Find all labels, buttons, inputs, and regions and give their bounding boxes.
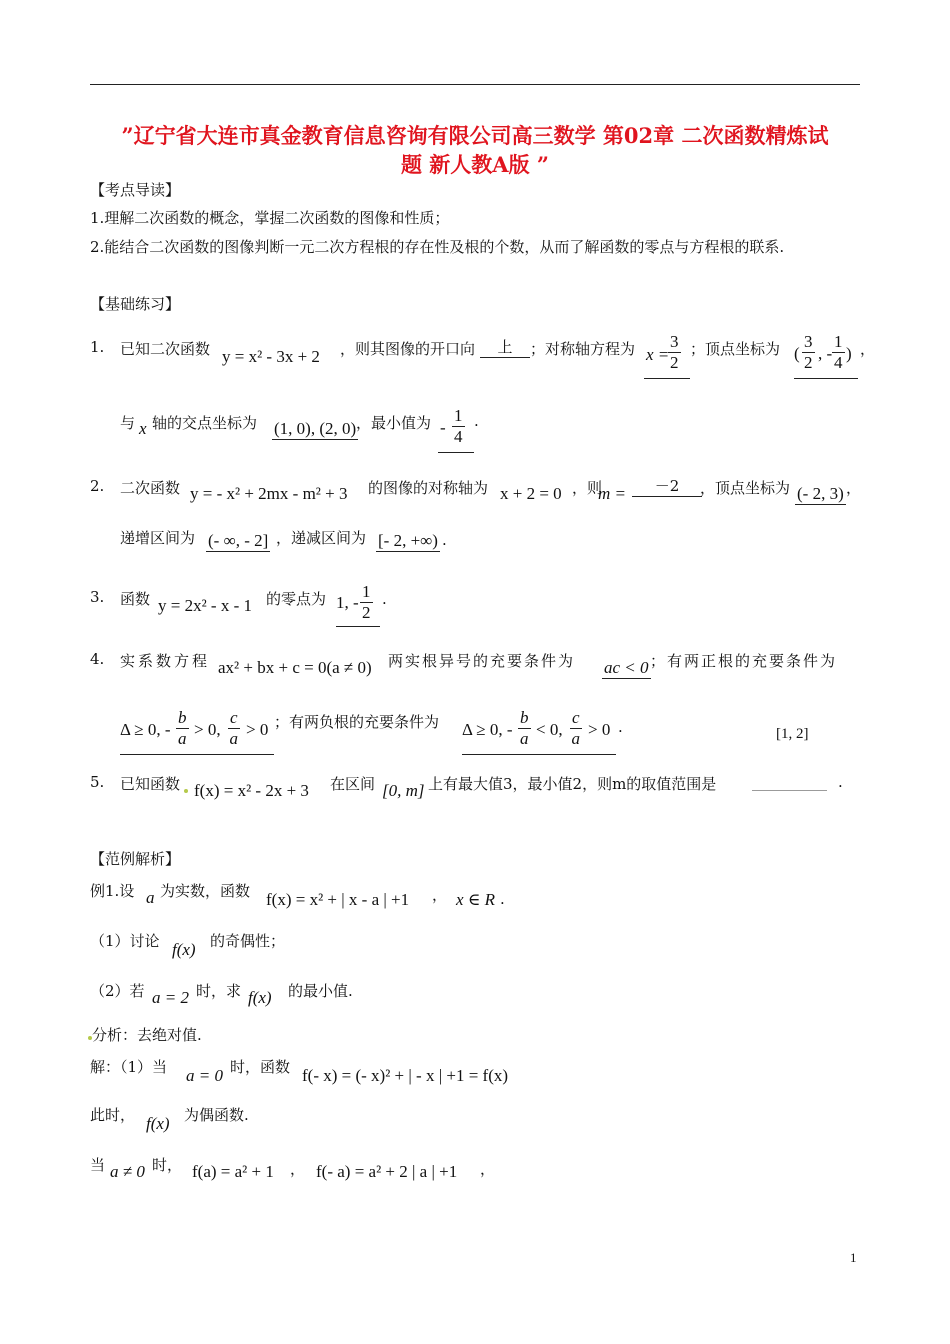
- q3-end: .: [382, 590, 387, 608]
- q2-text-6: 递增区间为: [120, 529, 196, 547]
- ex1-text-2: 为实数，函数: [160, 882, 251, 900]
- ex1-function: f(x) = x² + | x - a | +1: [266, 890, 410, 909]
- ex1-text-3: ，: [432, 886, 448, 904]
- q4-end: .: [618, 718, 623, 736]
- q1-text-3: ；对称轴方程为: [530, 340, 636, 358]
- q4-neg-c: c: [572, 708, 580, 727]
- ex1-part1-text-1: （1）讨论: [90, 932, 160, 950]
- q1-axis-den: 2: [670, 353, 679, 372]
- solution-3-expr-1: f(a) = a² + 1: [192, 1162, 274, 1181]
- q1-text-4: ；顶点坐标为: [690, 340, 781, 358]
- ex1-part2-f: f(x): [248, 988, 272, 1007]
- q3-text-1: 函数: [120, 590, 151, 608]
- solution-3-text-2: 时，: [152, 1156, 183, 1174]
- q5-blank: __________: [752, 773, 827, 791]
- q2-end: .: [442, 531, 447, 549]
- q1-function: y = x² - 3x + 2: [222, 347, 320, 366]
- q4-answer-two-negative: Δ ≥ 0, - $\frac{b}{a}$ < 0, $\frac{c}{a}$ > 0: [462, 708, 616, 755]
- q1-x-eq: x =: [646, 345, 670, 364]
- q3-answer-zeros: [336, 582, 380, 627]
- q2-answer-decreasing: [- 2, +∞): [378, 531, 438, 550]
- ex1-end: .: [500, 890, 505, 908]
- q2-function: y = - x² + 2mx - m² + 3: [190, 484, 348, 503]
- q3-number: 3.: [90, 588, 105, 606]
- q3-zero-prefix: 1, -: [336, 593, 359, 612]
- ex1-part1-text-2: 的奇偶性；: [210, 932, 286, 950]
- solution-1-equation: f(- x) = (- x)² + | - x | +1 = f(x): [302, 1066, 509, 1085]
- q2-text-1: 二次函数: [120, 479, 181, 497]
- ex1-a: a: [146, 888, 155, 907]
- solution-2-text-2: 为偶函数.: [184, 1106, 249, 1124]
- q3-zero-den: 2: [362, 603, 371, 622]
- q5-interval: [0, m]: [382, 781, 425, 800]
- q3-text-2: 的零点为: [266, 590, 327, 608]
- q4-number: 4.: [90, 650, 105, 668]
- q1-text-6: 轴的交点坐标为: [152, 414, 258, 432]
- q4-answer-two-positive: Δ ≥ 0, - $\frac{b}{a}$ > 0, $\frac{c}{a}$ > 0: [120, 708, 274, 755]
- q4-text-2: 两实根异号的充要条件为: [388, 652, 576, 670]
- section-jichu: 【基础练习】: [90, 295, 181, 313]
- kaodian-item-1: 1.理解二次函数的概念，掌握二次函数的图像和性质；: [90, 209, 450, 227]
- q5-number: 5.: [90, 773, 105, 791]
- q4-text-3: ；有两正根的充要条件为: [650, 652, 838, 670]
- q2-text-5: ，: [846, 479, 862, 497]
- q4-answer-opposite-signs: ac < 0: [604, 658, 649, 677]
- q1-vertex-y-num: 1: [834, 332, 843, 351]
- solution-3-comma-1: ，: [290, 1160, 306, 1178]
- section-fanli: 【范例解析】: [90, 850, 181, 868]
- analysis: 分析：去绝对值.: [92, 1026, 202, 1044]
- q4-neg-a1: a: [520, 729, 529, 748]
- ex1-part2-text-3: 的最小值.: [288, 982, 353, 1000]
- q1-axis-num: 3: [670, 332, 679, 351]
- editor-mark-dot: [184, 789, 188, 793]
- solution-3-cond: a ≠ 0: [110, 1162, 145, 1181]
- q1-answer-opening: 上: [480, 336, 530, 358]
- q5-function: f(x) = x² - 2x + 3: [194, 781, 309, 800]
- doc-title-line2: 题 新人教A版 ”: [401, 152, 549, 177]
- q4-text-1: 实系数方程: [120, 652, 211, 670]
- ex1-domain: x ∈ R: [456, 890, 496, 909]
- q1-min-den: 4: [454, 427, 463, 446]
- ex1-part2-text-1: （2）若: [90, 982, 145, 1000]
- q1-answer-min: [438, 406, 474, 453]
- q1-vertex-x-den: 2: [804, 353, 813, 372]
- q4-equation: ax² + bx + c = 0(a ≠ 0): [218, 658, 372, 677]
- q1-x: x: [139, 419, 147, 438]
- solution-1-text-2: 时，函数: [230, 1058, 291, 1076]
- q4-neg-b: b: [520, 708, 529, 727]
- q2-text-7: ，递减区间为: [276, 529, 367, 547]
- solution-1-text-1: 解：（1）当: [90, 1058, 168, 1076]
- q2-m: m =: [598, 484, 626, 503]
- q1-answer-axis: [644, 332, 690, 379]
- q1-number: 1.: [90, 338, 105, 356]
- q1-answer-vertex: ( $\frac{3}{2}$ , - $\frac{1}{4}$ ): [794, 332, 858, 379]
- doc-title-line1: ”辽宁省大连市真金教育信息咨询有限公司高三数学 第02章 二次函数精炼试: [121, 123, 829, 148]
- q2-answer-m: －2: [632, 475, 702, 497]
- ex1-part2-cond: a = 2: [152, 988, 189, 1007]
- q3-function: y = 2x² - x - 1: [158, 596, 253, 615]
- header-rule: [90, 84, 860, 85]
- solution-2-f: f(x): [146, 1114, 170, 1133]
- q1-text-5: 与: [120, 414, 136, 432]
- q4-pos-a2: a: [229, 729, 239, 748]
- q2-text-2: 的图像的对称轴为: [368, 479, 489, 497]
- q3-zero-num: 1: [362, 582, 371, 601]
- solution-3-expr-2: f(- a) = a² + 2 | a | +1: [316, 1162, 458, 1181]
- q2-text-3: ，则: [572, 479, 603, 497]
- q4-pos-b: b: [178, 708, 187, 727]
- q2-answer-increasing: (- ∞, - 2]: [208, 531, 269, 550]
- q1-min-sign: -: [440, 418, 446, 437]
- q1-text-7: ，最小值为: [356, 414, 432, 432]
- q4-pos-c: c: [230, 708, 238, 727]
- q1-vertex-x-num: 3: [804, 332, 813, 351]
- q5-text-1: 已知函数: [120, 775, 181, 793]
- ex1-part1-f: f(x): [172, 940, 196, 959]
- q1-text-2: ，则其图像的开口向: [340, 340, 476, 358]
- q5-text-3: 上有最大值3，最小值2，则m的取值范围是: [428, 775, 717, 793]
- q5-end: .: [838, 773, 843, 791]
- page-number: 1: [850, 1250, 857, 1265]
- q4-reference: [1, 2]: [776, 726, 809, 742]
- solution-3-comma-2: ，: [480, 1160, 496, 1178]
- q4-pos-a1: a: [178, 729, 187, 748]
- q2-text-4: ，顶点坐标为: [700, 479, 791, 497]
- q4-text-4: ；有两负根的充要条件为: [274, 713, 440, 731]
- solution-1-cond: a = 0: [186, 1066, 223, 1085]
- q1-end: .: [474, 412, 479, 430]
- q2-axis: x + 2 = 0: [500, 484, 562, 503]
- section-kaodian: 【考点导读】: [90, 181, 181, 199]
- q5-text-2: 在区间: [330, 775, 376, 793]
- ex1-part2-text-2: 时，求: [196, 982, 242, 1000]
- ex1-text-1: 例1.设: [90, 882, 135, 900]
- q1-answer-intercepts: (1, 0), (2, 0): [274, 419, 357, 438]
- q4-neg-a2: a: [571, 729, 581, 748]
- q2-answer-vertex: (- 2, 3): [797, 484, 844, 503]
- q1-min-num: 1: [454, 406, 463, 425]
- solution-2-text-1: 此时，: [90, 1106, 136, 1124]
- q2-number: 2.: [90, 477, 105, 495]
- kaodian-item-2: 2.能结合二次函数的图像判断一元二次方程根的存在性及根的个数，从而了解函数的零点与方程根的联系.: [90, 238, 785, 256]
- q1-vertex-y-den: 4: [834, 353, 843, 372]
- solution-3-text-1: 当: [90, 1156, 106, 1174]
- q1-text-1: 已知二次函数: [120, 340, 211, 358]
